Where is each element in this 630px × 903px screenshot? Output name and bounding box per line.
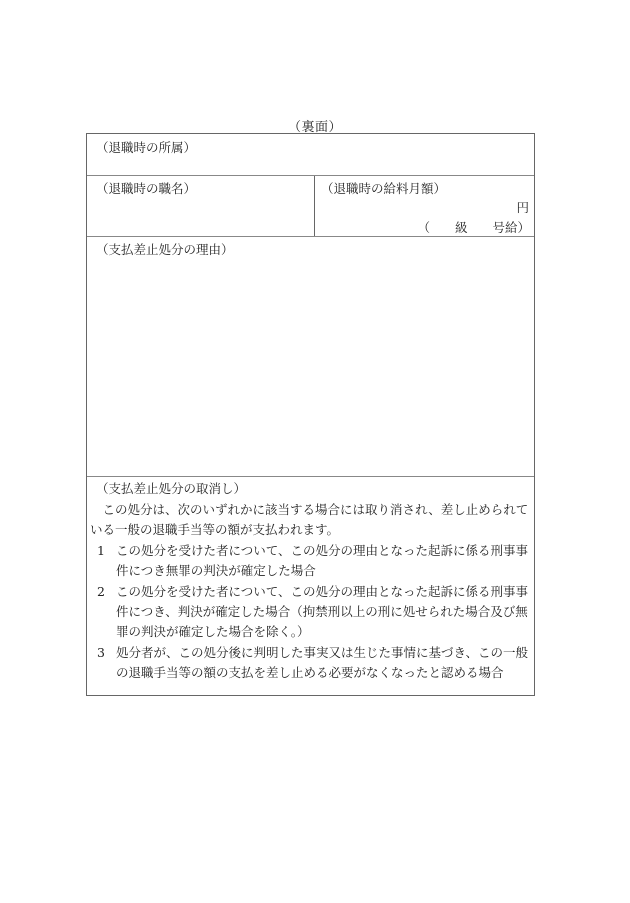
salary-label: （退職時の給料月額） <box>321 181 447 196</box>
reason-field[interactable] <box>87 237 534 477</box>
yen-unit: 円 <box>516 200 529 215</box>
item-number: 3 <box>97 644 105 660</box>
cancellation-section <box>87 477 534 696</box>
cancellation-item <box>90 541 532 582</box>
item-number: 1 <box>97 542 105 558</box>
affiliation-label: （退職時の所属） <box>96 140 197 155</box>
salary-field[interactable] <box>315 176 534 236</box>
cancellation-item <box>90 643 532 684</box>
reason-label: （支払差止処分の理由） <box>96 242 234 257</box>
cancellation-item <box>90 582 532 643</box>
item-text: この処分を受けた者について、この処分の理由となった起訴に係る刑事事件につき無罪の判決が確定した場合 <box>116 542 529 579</box>
position-salary-row <box>87 176 534 237</box>
cancellation-label: （支払差止処分の取消し） <box>96 481 247 496</box>
affiliation-field[interactable] <box>87 134 534 176</box>
cancellation-body <box>90 500 532 684</box>
grade-step-line: （ 級 号給） <box>417 220 530 235</box>
item-text: この処分を受けた者について、この処分の理由となった起訴に係る刑事事件につき、判決が確定した場合（拘禁刑以上の刑に処せられた場合及び無罪の判決が確定した場合を除く。） <box>116 583 529 640</box>
position-field[interactable] <box>87 176 315 236</box>
page-title: （裏面） <box>287 120 342 135</box>
cancellation-intro: この処分は、次のいずれかに該当する場合には取り消され、差し止められている一般の退職手当等の額が支払われます。 <box>90 502 529 538</box>
suspension-form-back <box>86 133 535 696</box>
item-number: 2 <box>97 583 105 599</box>
position-label: （退職時の職名） <box>96 181 197 196</box>
item-text: 処分者が、この処分後に判明した事実又は生じた事情に基づき、この一般の退職手当等の額の支払を差し止める必要がなくなったと認める場合 <box>116 644 529 681</box>
